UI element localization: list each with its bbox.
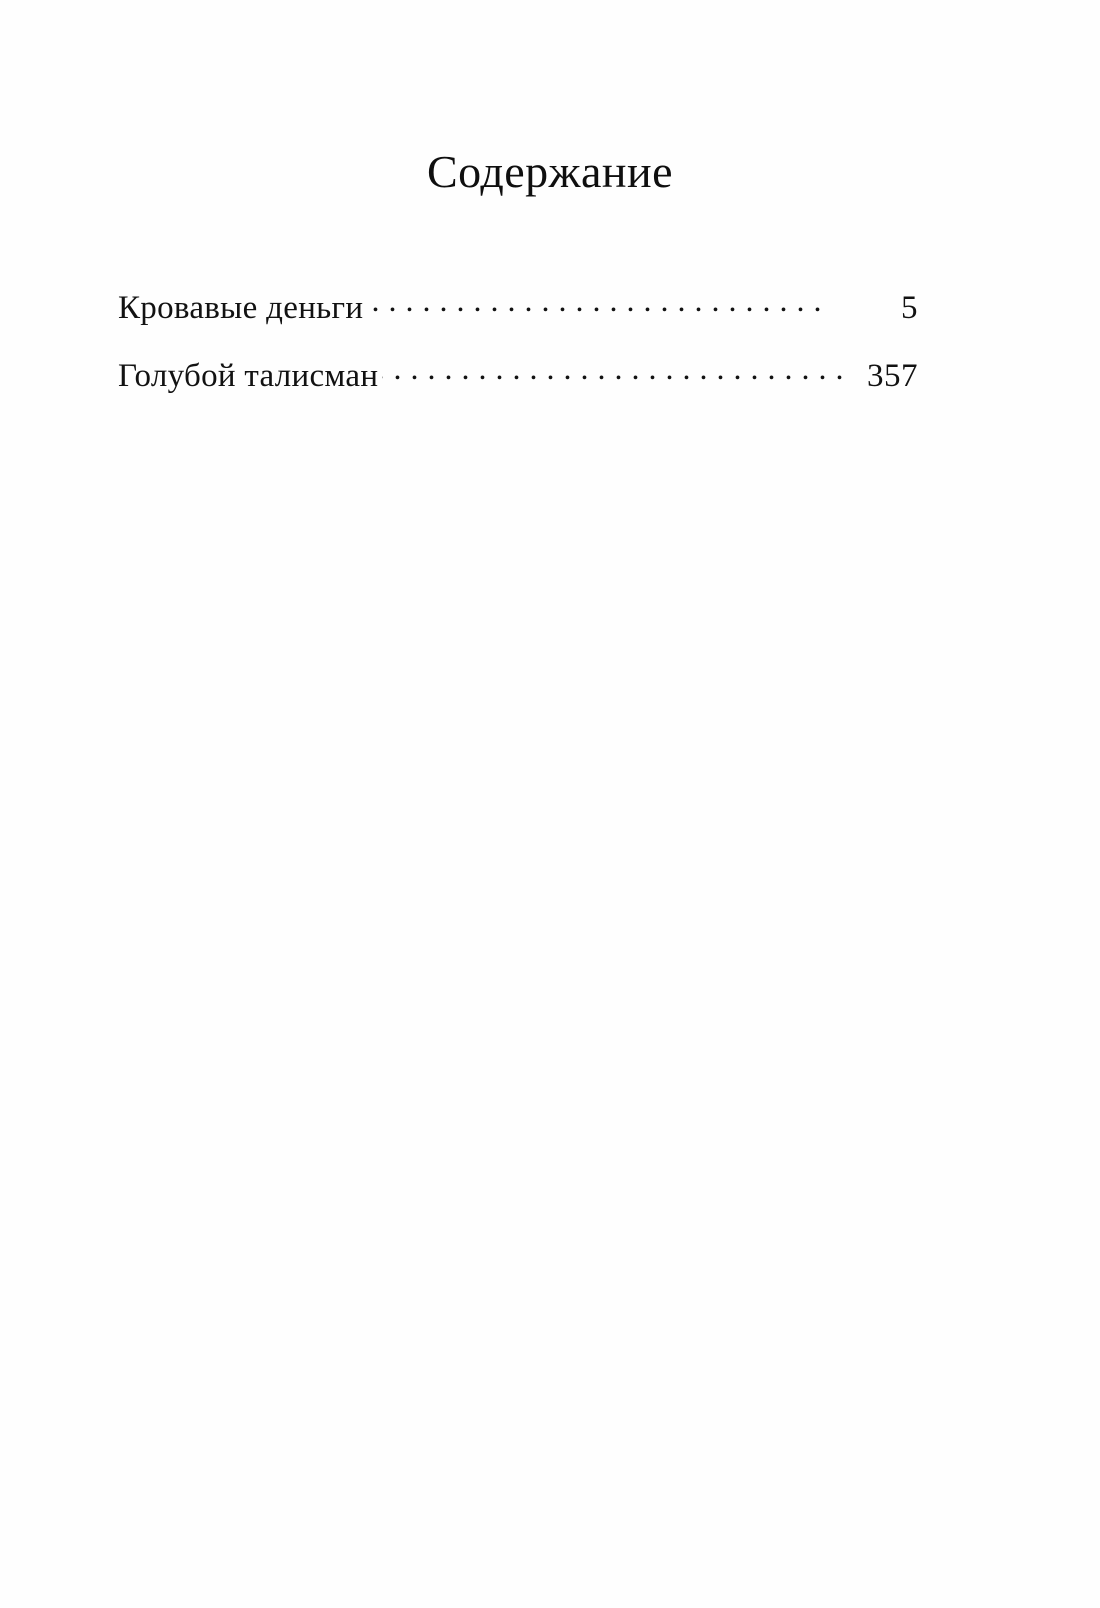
toc-entry-page-number: 357	[867, 358, 918, 394]
page-title: Содержание	[426, 146, 674, 197]
dot-leader	[367, 285, 822, 318]
toc-entry-page-number: 5	[901, 290, 918, 326]
list-item[interactable]	[118, 285, 918, 325]
table-of-contents-list	[118, 285, 918, 421]
toc-entry-title: Голубой талисман	[118, 358, 379, 394]
dot-leader	[382, 353, 844, 386]
toc-entry-title: Кровавые деньги	[118, 290, 364, 326]
list-item[interactable]	[118, 353, 918, 393]
